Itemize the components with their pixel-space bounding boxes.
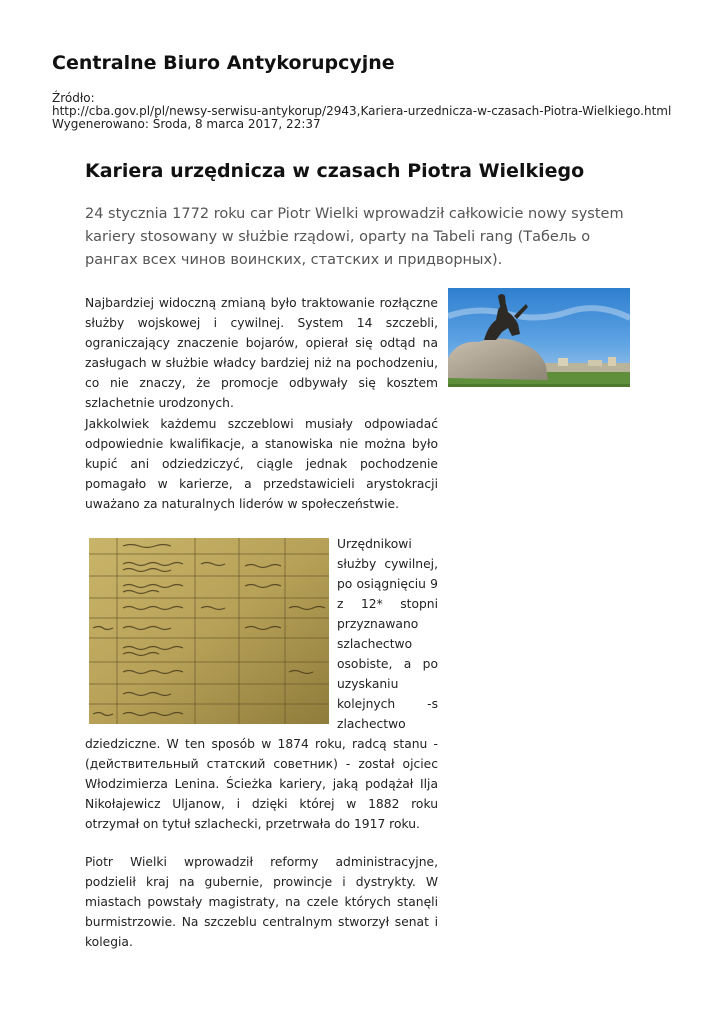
source-label: Źródło: [52,91,95,105]
article-lead: 24 stycznia 1772 roku car Piotr Wielki wprowadził całkowicie nowy system kariery stosowany w służbie rządowi, oparty na Tabeli rang (Табель о рангах всех чинов воинских, статских и придворных). [85,206,624,268]
archive-document-image [89,538,329,724]
generated-timestamp: Wygenerowano: Środa, 8 marca 2017, 22:37 [52,117,321,131]
article-paragraph-2: Jakkolwiek każdemu szczeblowi musiały odpowiadać odpowiednie kwalifikacje, a stanowiska nie można było kupić ani odziedziczyć, ciągle jednak pochodzenie pomagało w karierze, a przedstawicieli arystokracji uważano za naturalnych liderów w społeczeństwie. [85,417,438,511]
source-url[interactable]: http://cba.gov.pl/pl/newsy-serwisu-antykorup/2943,Kariera-urzednicza-w-czasach-Piotra-Wielkiego.html [52,104,672,118]
site-title: Centralne Biuro Antykorupcyjne [52,52,395,74]
article-title: Kariera urzędnicza w czasach Piotra Wielkiego [85,160,585,182]
monument-image [448,288,630,387]
source-info [52,92,712,131]
article-paragraph-1: Najbardziej widoczną zmianą było traktowanie rozłączne służby wojskowej i cywilnej. System 14 szczebli, ograniczający znaczenie bojarów, opierał się odtąd na zasługach w służbie władcy bardziej niż na pochodzeniu, co nie znaczy, że promocje odbywały się kosztem szlachetnie urodzonych. [85,296,438,410]
article-paragraph-3: Urzędnikowi służby cywilnej, po osiągnięciu 9 z 12* stopni przyznawano szlachectwo osobiste, a po uzyskaniu kolejnych -s zlachectwo dziedziczne. W ten sposób w 1874 roku, radcą stanu - (действительный статский советник) - został ojciec Włodzimierza Lenina. Ścieżka kariery, jaką podążał Ilja Nikołajewicz Uljanow, i dzięki której w 1882 roku otrzymał on tytuł szlachecki, przetrwała do 1917 roku. [85,537,438,831]
article-section-with-document [85,534,438,834]
article-paragraph-4: Piotr Wielki wprowadził reformy administracyjne, podzielił kraj na gubernie, prowincje i dystrykty. W miastach powstały magistraty, na czele których stanęli burmistrzowie. Na szczeblu centralnym stworzył senat i kolegia. [85,855,438,949]
